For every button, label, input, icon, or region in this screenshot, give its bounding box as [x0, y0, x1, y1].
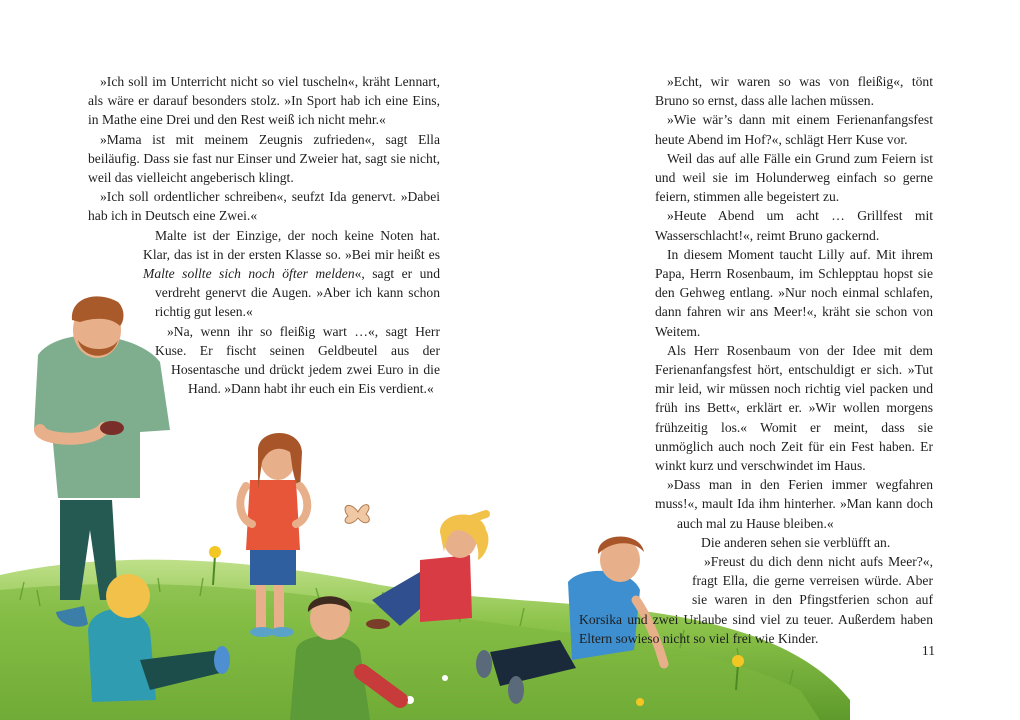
paragraph: Weil das auf alle Fälle ein Grund zum Feiern ist und weil sie im Holunderweg einfach so gerne feiern, stimmen alle begeistert zu. [655, 150, 933, 205]
paragraph: »Ich soll im Unterricht nicht so viel tuscheln«, kräht Lennart, als wäre er darauf besonders stolz. »In Sport hab ich eine Eins, in Mathe eine Drei und den Rest weiß ich nicht mehr.« [88, 74, 440, 128]
left-page-text [88, 72, 440, 404]
paragraph: »Freust du dich denn nicht aufs Meer?«, fragt Ella, die gerne verreisen würde. Aber sie waren in den Pfingstferien schon auf Korsika und zwei Urlaube sind viel zu teuer. Außerdem haben Eltern sowieso nicht so viel frei wie Kinder. [579, 554, 933, 646]
paragraph: »Mama ist mit meinem Zeugnis zufrieden«, sagt Ella beiläufig. Dass sie fast nur Einser und Zweier hat, sagt sie nicht, weil das vielleicht angeberisch klingt. [88, 131, 440, 186]
paragraph: »Ich soll ordentlicher schreiben«, seufzt Ida genervt. »Dabei hab ich in Deutsch eine Zwei.« [88, 189, 440, 224]
paragraph: »Echt, wir waren so was von fleißig«, tönt Bruno so ernst, dass alle lachen müssen. [655, 74, 933, 109]
paragraph-part: «, sagt er und verdreht genervt die Augen. »Aber ich kann schon richtig gut lesen.« [155, 266, 440, 320]
paragraph: Als Herr Rosenbaum von der Idee mit dem Ferienanfangsfest hört, entschuldigt er sich. »Tut mir leid, wir müssen noch richtig viel packen und früh ins Bett«, erklärt er. »Wir wollen morgens frühzeitig los.« Womit er meint, dass sie unmöglich auch noch Zeit für ein Fest haben. Er winkt kurz und verschwindet im Haus. [655, 342, 933, 474]
paragraph: Die anderen sehen sie verblüfft an. [701, 534, 891, 550]
page-number: 11 [921, 643, 935, 658]
paragraph: »Na, wenn ihr so fleißig wart …«, sagt Herr Kuse. Er fischt seinen Geldbeutel aus der Hosentasche und drückt jedem zwei Euro in die Hand. »Dann habt ihr euch ein Eis verdient.« [155, 323, 440, 397]
paragraph: »Wie wär’s dann mit einem Ferienanfangsfest heute Abend im Hof?«, schlägt Herr Kuse vor. [655, 112, 933, 147]
emphasis-text: Malte sollte sich noch öfter melden [143, 266, 355, 282]
paragraph-part: Malte ist der Einzige, der noch keine Noten hat. Klar, das ist in der ersten Klasse so. »Bei mir heißt es [143, 227, 440, 262]
paragraph: In diesem Moment taucht Lilly auf. Mit ihrem Papa, Herrn Rosenbaum, im Schlepptau hopst sie den Gehweg entlang. »Nur noch einmal schlafen, dann fahren wir ans Meer!«, kräht sie schon von Weitem. [655, 246, 933, 339]
right-page-text [579, 72, 933, 648]
paragraph: »Dass man in den Ferien immer wegfahren muss!«, mault Ida ihm hinterher. »Man kann doch auch mal zu Hause bleiben.« [655, 477, 933, 531]
paragraph: »Heute Abend um acht … Grillfest mit Wasserschlacht!«, reimt Bruno gackernd. [655, 208, 933, 243]
butterfly-icon [345, 505, 369, 524]
